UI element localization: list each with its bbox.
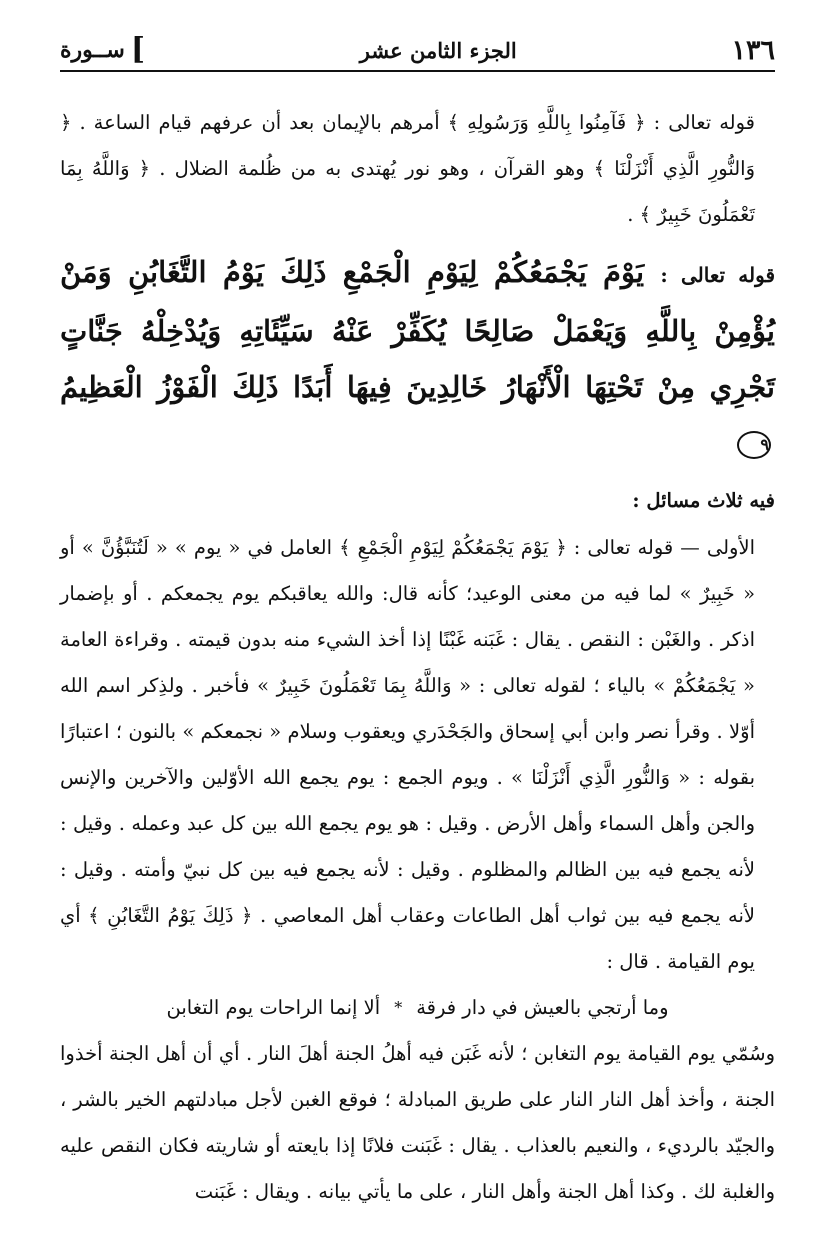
verse-intro: قوله تعالى : <box>660 263 776 287</box>
verse-number-marker: ٩ <box>737 431 771 459</box>
quran-verse <box>60 244 775 471</box>
poem-separator: * <box>394 998 403 1017</box>
page-number: ١٣٦ <box>731 34 775 66</box>
poem-second-hemistich: ألا إنما الراحات يوم التغابن <box>166 996 381 1019</box>
poem-first-hemistich: وما أرتجي بالعيش في دار فرقة <box>416 996 669 1019</box>
verse-text: يَوْمَ يَجْمَعُكُمْ لِيَوْمِ الْجَمْعِ ذَلِكَ يَوْمُ التَّغَابُنِ وَمَنْ يُؤْمِنْ بِاللَّهِ وَيَعْمَلْ صَالِحًا يُكَفِّرْ عَنْهُ سَيِّئَاتِهِ وَيُدْخِلْهُ جَنَّاتٍ تَجْرِي مِنْ تَحْتِهَا الْأَنْهَارُ خَالِدِينَ فِيهَا أَبَدًا ذَلِكَ الْفَوْزُ الْعَظِيمُ <box>60 255 775 404</box>
surah-title <box>60 32 146 67</box>
commentary-paragraph-2: الأولى — قوله تعالى : ﴿ يَوْمَ يَجْمَعُكُمْ لِيَوْمِ الْجَمْعِ ﴾ العامل في « يوم » « لَتُنَبَّؤُنَّ » أو « خَبِيرٌ » لما فيه من معنى الوعيد؛ كأنه قال: والله يعاقبكم يوم يجمعكم . أو بإضمار اذكر . والغَبْن : النقص . يقال : غَبَنه غَبْنًا إذا أخذ الشيء منه بدون قيمته . وقراءة العامة « يَجْمَعُكُمْ » بالياء ؛ لقوله تعالى : « وَاللَّهُ بِمَا تَعْمَلُونَ خَبِيرٌ » فأخبر . ولذِكر اسم الله أوّلا . وقرأ نصر وابن أبي إسحاق والجَحْدَري ويعقوب وسلام « نجمعكم » بالنون ؛ اعتبارًا بقوله : « وَالنُّورِ الَّذِي أَنْزَلْنَا » . ويوم الجمع : يوم يجمع الله الأوّلين والآخرين والإنس والجن وأهل السماء وأهل الأرض . وقيل : هو يوم يجمع الله بين كل عبد وعمله . وقيل : لأنه يجمع فيه بين الظالم والمظلوم . وقيل : لأنه يجمع فيه بين كل نبيّ وأمته . وقيل : لأنه يجمع فيه بين ثواب أهل الطاعات وعقاب أهل المعاصي . ﴿ ذَلِكَ يَوْمُ التَّغَابُنِ ﴾ أي يوم القيامة . قال : <box>60 536 755 973</box>
part-title: الجزء الثامن عشر <box>359 37 517 63</box>
poem-verse <box>60 985 775 1031</box>
commentary-paragraph-3: وسُمّي يوم القيامة يوم التغابن ؛ لأنه غَبَن فيه أهلُ الجنة أهلَ النار . أي أن أهل الجنة أخذوا الجنة ، وأخذ أهل النار النار على طريق المبادلة ؛ فوقع الغبن لأجل مبادلتهم الخير بالشر ، والجيّد بالرديء ، والنعيم بالعذاب . يقال : غَبَنت فلانًا إذا بايعته أو شاريته فكان النقص عليه والغلبة لك . وكذا أهل الجنة وأهل النار ، على ما يأتي بيانه . ويقال : غَبَنت <box>60 1042 775 1203</box>
surah-label: ســورة <box>60 37 125 63</box>
issues-heading: فيه ثلاث مسائل : <box>632 489 775 512</box>
page-header <box>60 30 775 72</box>
page-content <box>60 100 775 1215</box>
commentary-paragraph-1: قوله تعالى : ﴿ فَآمِنُوا بِاللَّهِ وَرَسُولِهِ ﴾ أمرهم بالإيمان بعد أن عرفهم قيام الساعة . ﴿ وَالنُّورِ الَّذِي أَنْزَلْنَا ﴾ وهو القرآن ، وهو نور يُهتدى به من ظُلمة الضلال . ﴿ وَاللَّهُ بِمَا تَعْمَلُونَ خَبِيرٌ ﴾ . <box>60 111 755 226</box>
header-bracket: [ <box>130 32 146 67</box>
